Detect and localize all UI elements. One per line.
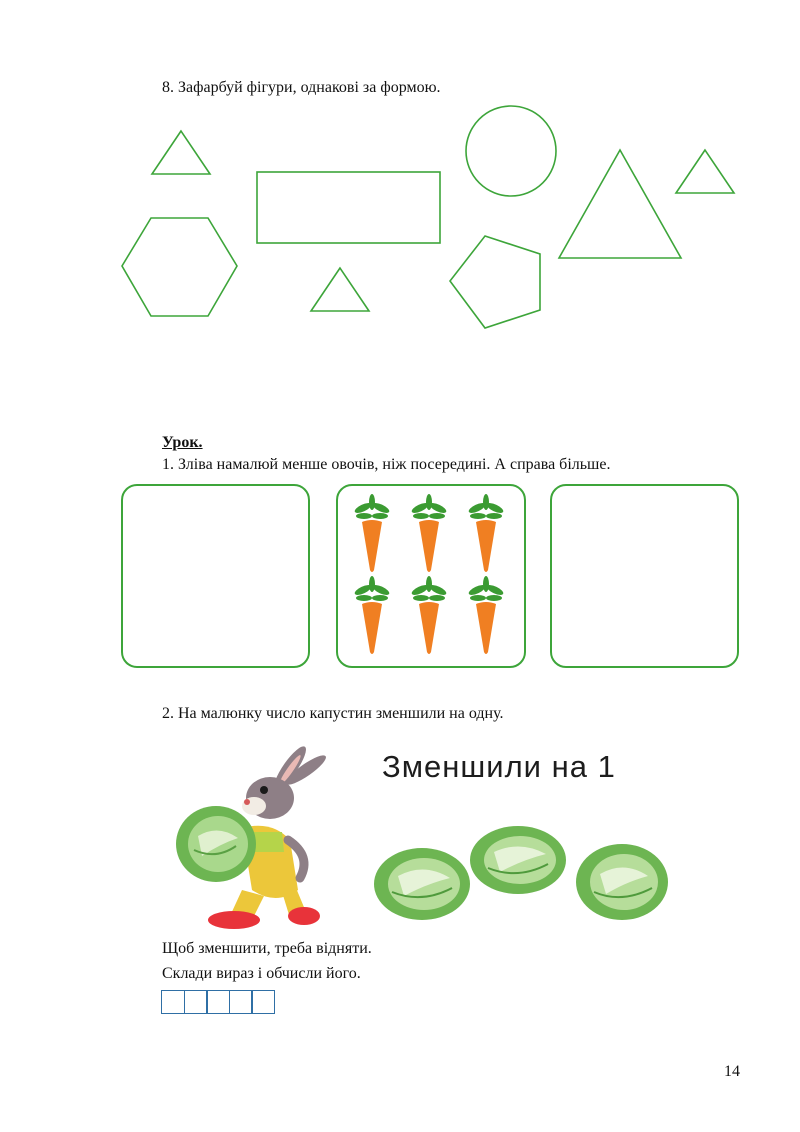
task1-instruction: 1. Зліва намалюй менше овочів, ніж посередині. А справа більше. [162, 456, 611, 473]
page-number: 14 [724, 1063, 740, 1080]
answer-cell[interactable] [161, 990, 185, 1014]
lesson-heading: Урок. [162, 434, 203, 451]
answer-cell[interactable] [184, 990, 208, 1014]
task2-note: Щоб зменшити, треба відняти. [162, 940, 372, 957]
rectangle[interactable] [257, 172, 440, 243]
task8-instruction: 8. Зафарбуй фігури, однакові за формою. [162, 79, 441, 96]
illustration-caption: Зменшили на 1 [382, 749, 616, 784]
task2-instruction: 2. На малюнку число капустин зменшили на одну. [162, 705, 504, 722]
answer-cell[interactable] [206, 990, 230, 1014]
carrot-icon [409, 494, 449, 574]
rabbit-icon [172, 740, 332, 932]
task2-prompt: Склади вираз і обчисли його. [162, 965, 361, 982]
large-triangle[interactable] [559, 150, 681, 258]
right-drawing-box[interactable] [550, 484, 739, 668]
circle[interactable] [466, 106, 556, 196]
shapes-area [0, 0, 800, 360]
left-drawing-box[interactable] [121, 484, 310, 668]
carrot-icon [352, 494, 392, 574]
cabbages-icon [372, 822, 672, 930]
small-triangle-top-right[interactable] [676, 150, 734, 193]
carrot-icon [409, 576, 449, 656]
pentagon[interactable] [450, 236, 540, 328]
answer-cells [161, 990, 274, 1014]
carrot-icon [352, 576, 392, 656]
carrot-icon [466, 494, 506, 574]
carrot-icon [466, 576, 506, 656]
small-triangle-bottom[interactable] [311, 268, 369, 311]
hexagon[interactable] [122, 218, 237, 316]
small-triangle-top-left[interactable] [152, 131, 210, 174]
answer-cell[interactable] [251, 990, 275, 1014]
answer-cell[interactable] [229, 990, 253, 1014]
